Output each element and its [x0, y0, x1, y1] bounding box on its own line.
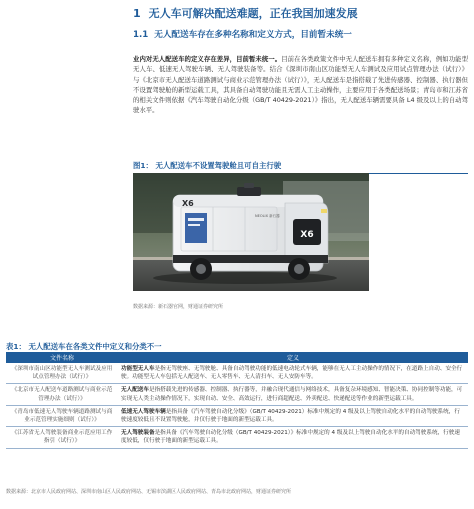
term: 低速无人驾驶车辆 — [121, 408, 166, 415]
table-cell-definition — [118, 405, 468, 426]
table-cell-doc: 《青岛市低速无人驾驶车辆道路测试与商业示范管理实施细则（试行）》 — [6, 405, 118, 426]
definition-text: 是指具备《汽车驾驶自动化分级》（GB/T 40429-2021）标准中规定的 4 级及以上驾驶自动化水平的自动驾驶系统，行驶速度较低且不设置驾驶舱，并仅行驶于地面的新型运载工具。 — [121, 408, 460, 424]
subsection-number: 1.1 — [133, 30, 149, 40]
table-cell-doc: 《北京市无人配送车道路测试与商业示范管理办法（试行）》 — [6, 384, 118, 405]
definition-table — [6, 352, 468, 449]
table-title: 表1： 无人配送车在各类文件中定义和分类不一 — [6, 342, 162, 351]
delivery-vehicle-photo — [133, 173, 369, 291]
subsection-title: 无人配送车存在多种名称和定义方式，目前暂未统一 — [154, 30, 352, 40]
definition-text: 是指无驾驶座、无驾驶舱、具备自动驾驶功能的低速电动轮式车辆，能够在无人工主动操作的情况下，在道路上自动、安全行驶。功能型无人车包括无人配送车、无人零售车、无人清扫车、无人安防车等。 — [121, 366, 463, 381]
table-cell-definition — [118, 363, 468, 384]
table-row — [6, 363, 468, 384]
table-cell-definition — [118, 427, 468, 448]
table-header-doc: 文件名称 — [6, 352, 118, 363]
vehicle-brand-text: NEOLIX 新石器 — [255, 214, 280, 218]
table-cell-doc: 《江苏省无人驾驶装备商业示范应用工作指引（试行）》 — [6, 427, 118, 448]
section-heading — [133, 5, 468, 21]
vehicle-badge-front: X6 — [300, 230, 314, 240]
vehicle-badge-side: X6 — [182, 199, 194, 208]
intro-paragraph — [133, 54, 468, 116]
table-row — [6, 405, 468, 426]
paragraph-lead: 业内对无人配送车的定义存在差异，目前暂未统一。 — [133, 55, 282, 63]
subsection-heading — [133, 28, 468, 40]
definition-text: 是指具备《汽车驾驶自动化分级（GB/T 40429-2021）》标准中规定的 4 级及以上驾驶自动化水平的自动驾驶系统，行驶速度较低，仅行驶于地面的新型运载工具。 — [121, 430, 460, 445]
section-title: 无人车可解决配送难题，正在我国加速发展 — [148, 7, 358, 20]
section-number: 1 — [133, 7, 141, 20]
table-row — [6, 427, 468, 448]
paragraph-body: 目前在各类政策文件中无人配送车拥有多种定义名称，例如功能型无人车、低速无人驾驶车辆、无人驾驶装备等。结合《深圳市南山区功能型无人车测试及应用试点管理办法（试行）》与《北京市无人配送车道路测试与商业示范管理办法（试行）》，无人配送车是指搭载了先进传感器、控制器、执行器但不设置驾驶舱的新型运载工具，其具备自动驾驶功能且无需人工主动操作，主要应用于各类配送场景；青岛市和江苏省的相关文件则依据《汽车驾驶自动化分级（GB/T 40429-2021）》指出，无人配送车辆需要具备 L4 级及以上的自动驾驶水平。 — [133, 55, 469, 115]
table-source: 数据来源：北京市人民政府网站、深圳市南山区人民政府网站、无锡市滨湖区人民政府网站、青岛市北政府网站，财通证券研究所 — [6, 489, 292, 495]
vehicle-illustration — [133, 173, 369, 291]
table-row — [6, 384, 468, 405]
table-cell-definition — [118, 384, 468, 405]
term: 无人配送车 — [121, 387, 149, 394]
definition-text: 是指搭载先进的传感器、控制器、执行器等，并融合现代通信与网络技术，具备复杂环境感知、智能决策、协同控制等功能，可实现无人类主动操作情况下，实现自动、安全、高效运行，进行商超配送、外卖配送、快递配送等作业的新型运载工具。 — [121, 387, 463, 402]
table-header-definition: 定义 — [118, 352, 468, 363]
figure-title: 图1： 无人配送车不设置驾驶舱且可自主行驶 — [133, 160, 468, 174]
term: 功能型无人车 — [121, 366, 155, 372]
table-header-row — [6, 352, 468, 363]
figure-source: 数据来源：新石器官网，财通证券研究所 — [133, 304, 224, 310]
term: 无人驾驶装备 — [121, 430, 155, 437]
table-cell-doc: 《深圳市南山区功能型无人车测试及应用试点管理办法（试行）》 — [6, 363, 118, 384]
